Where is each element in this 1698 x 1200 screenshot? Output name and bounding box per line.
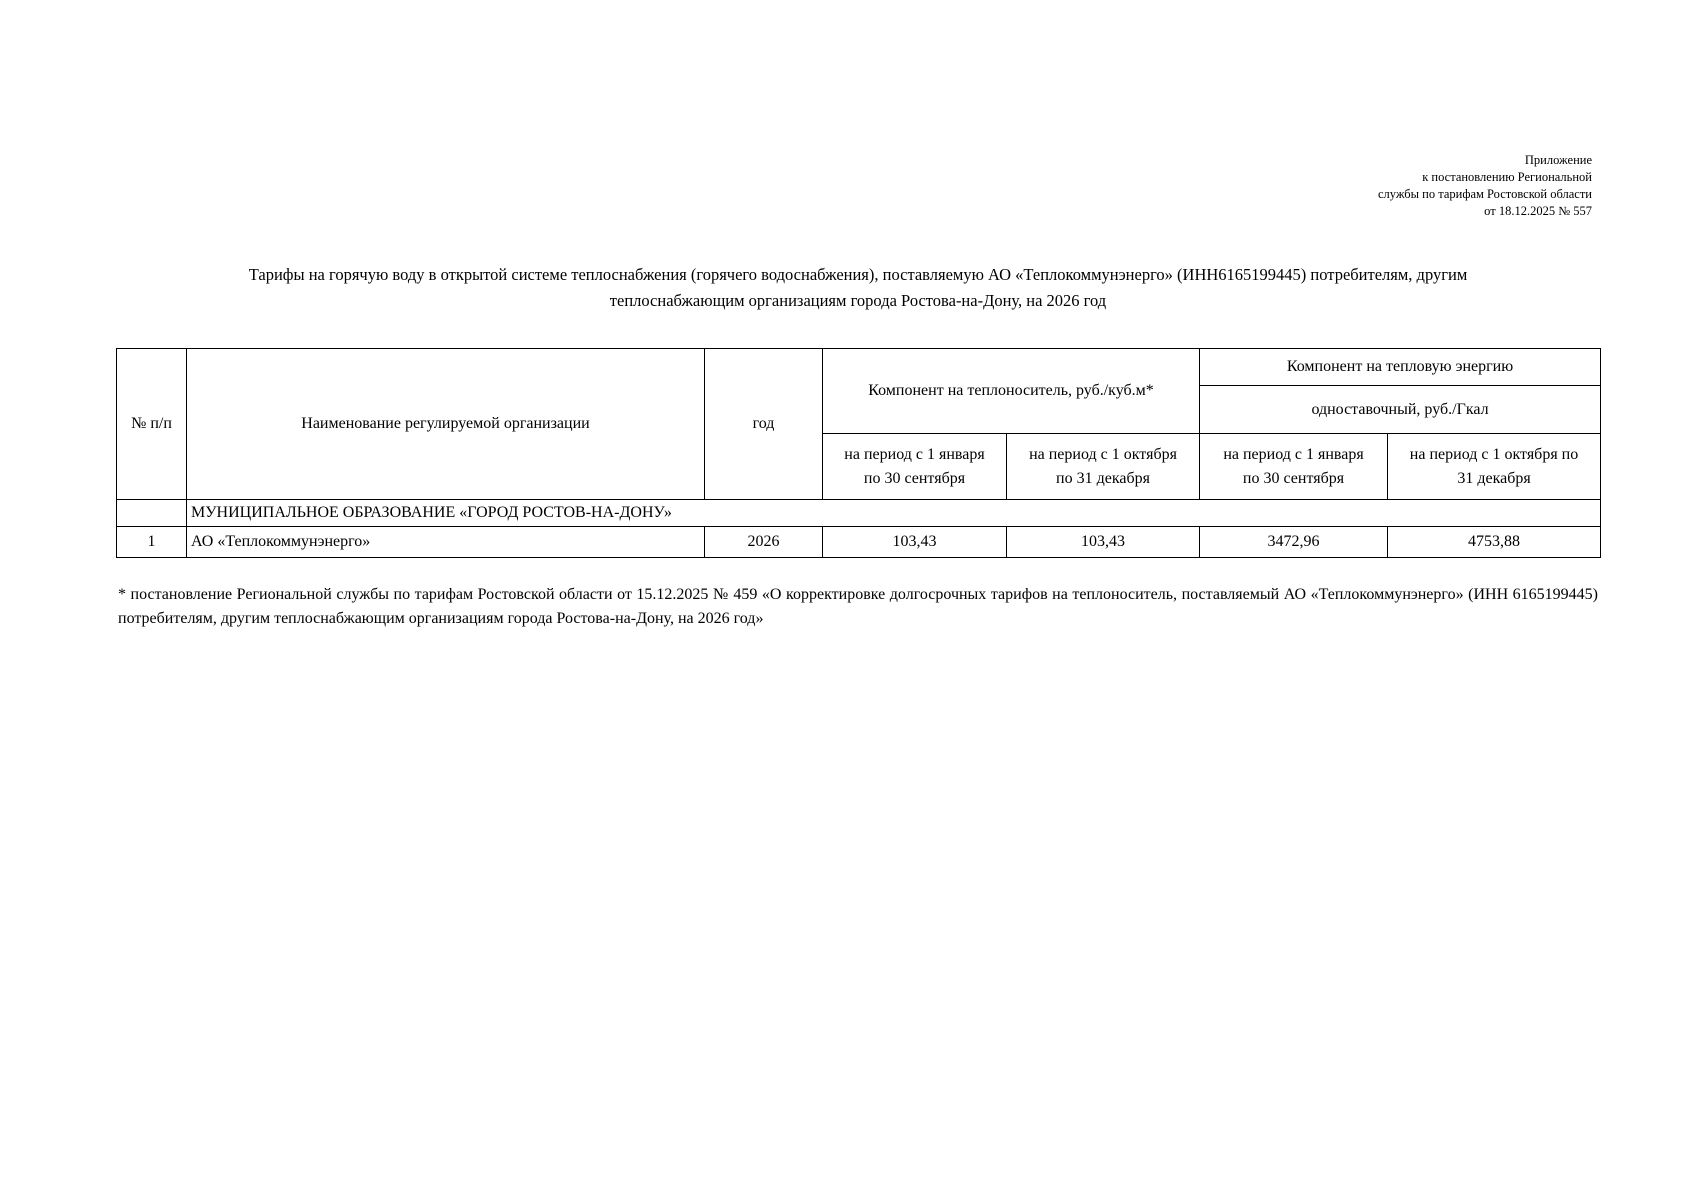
header-period-line: на период с 1 января — [1223, 445, 1364, 463]
appendix-line: Приложение — [1524, 153, 1592, 167]
appendix-line: к постановлению Региональной — [1422, 170, 1592, 184]
appendix-line: службы по тарифам Ростовской области — [1377, 187, 1592, 201]
header-period-line: на период с 1 октября — [1029, 445, 1177, 463]
header-period-line: по 31 декабря — [1056, 469, 1150, 487]
header-heat-single-rate: одноставочный, руб./Гкал — [1200, 386, 1601, 434]
section-row — [117, 500, 1601, 527]
appendix-line: от 18.12.2025 № 557 — [1484, 204, 1592, 218]
table-row — [117, 527, 1601, 558]
header-period-line: 31 декабря — [1457, 469, 1531, 487]
header-organization: Наименование регулируемой организации — [187, 349, 705, 500]
section-number-cell — [117, 500, 187, 527]
row-number: 1 — [117, 527, 187, 558]
tariff-table — [116, 348, 1601, 558]
header-period-line: по 30 сентября — [1242, 469, 1345, 487]
row-coolant-oct-dec: 103,43 — [1007, 527, 1200, 558]
header-period-line: на период с 1 октября по — [1409, 445, 1579, 463]
footnote: * постановление Региональной службы по тарифам Ростовской области от 15.12.2025 № 459 «О корректировке долгосрочных тарифов на теплоноситель, поставляемый АО «Теплокоммунэнерго» (ИНН 6165199445) потребителям, другим теплоснабжающим организациям города Ростова-на-Дону, на 2026 год» — [118, 586, 1598, 627]
header-year: год — [705, 349, 823, 500]
header-period-line: по 30 сентября — [863, 469, 966, 487]
document-title-line: Тарифы на горячую воду в открытой системе теплоснабжения (горячего водоснабжения), поставляемую АО «Теплокоммунэнерго» (ИНН6165199445) потребителям, другим — [248, 265, 1468, 284]
header-number: № п/п — [117, 349, 187, 500]
document-title — [116, 262, 1600, 314]
row-year: 2026 — [705, 527, 823, 558]
header-period — [1007, 434, 1200, 500]
section-title: МУНИЦИПАЛЬНОЕ ОБРАЗОВАНИЕ «ГОРОД РОСТОВ-НА-ДОНУ» — [187, 500, 1601, 527]
header-period-line: на период с 1 января — [844, 445, 985, 463]
header-heat-component: Компонент на тепловую энергию — [1200, 349, 1601, 386]
appendix-reference — [1378, 152, 1592, 220]
row-coolant-jan-sep: 103,43 — [823, 527, 1007, 558]
header-period — [1200, 434, 1388, 500]
header-period — [1388, 434, 1601, 500]
row-heat-jan-sep: 3472,96 — [1200, 527, 1388, 558]
header-coolant-component: Компонент на теплоноситель, руб./куб.м* — [823, 349, 1200, 434]
header-period — [823, 434, 1007, 500]
document-title-line: теплоснабжающим организациям города Ростова-на-Дону, на 2026 год — [609, 291, 1107, 310]
row-organization: АО «Теплокоммунэнерго» — [187, 527, 705, 558]
row-heat-oct-dec: 4753,88 — [1388, 527, 1601, 558]
